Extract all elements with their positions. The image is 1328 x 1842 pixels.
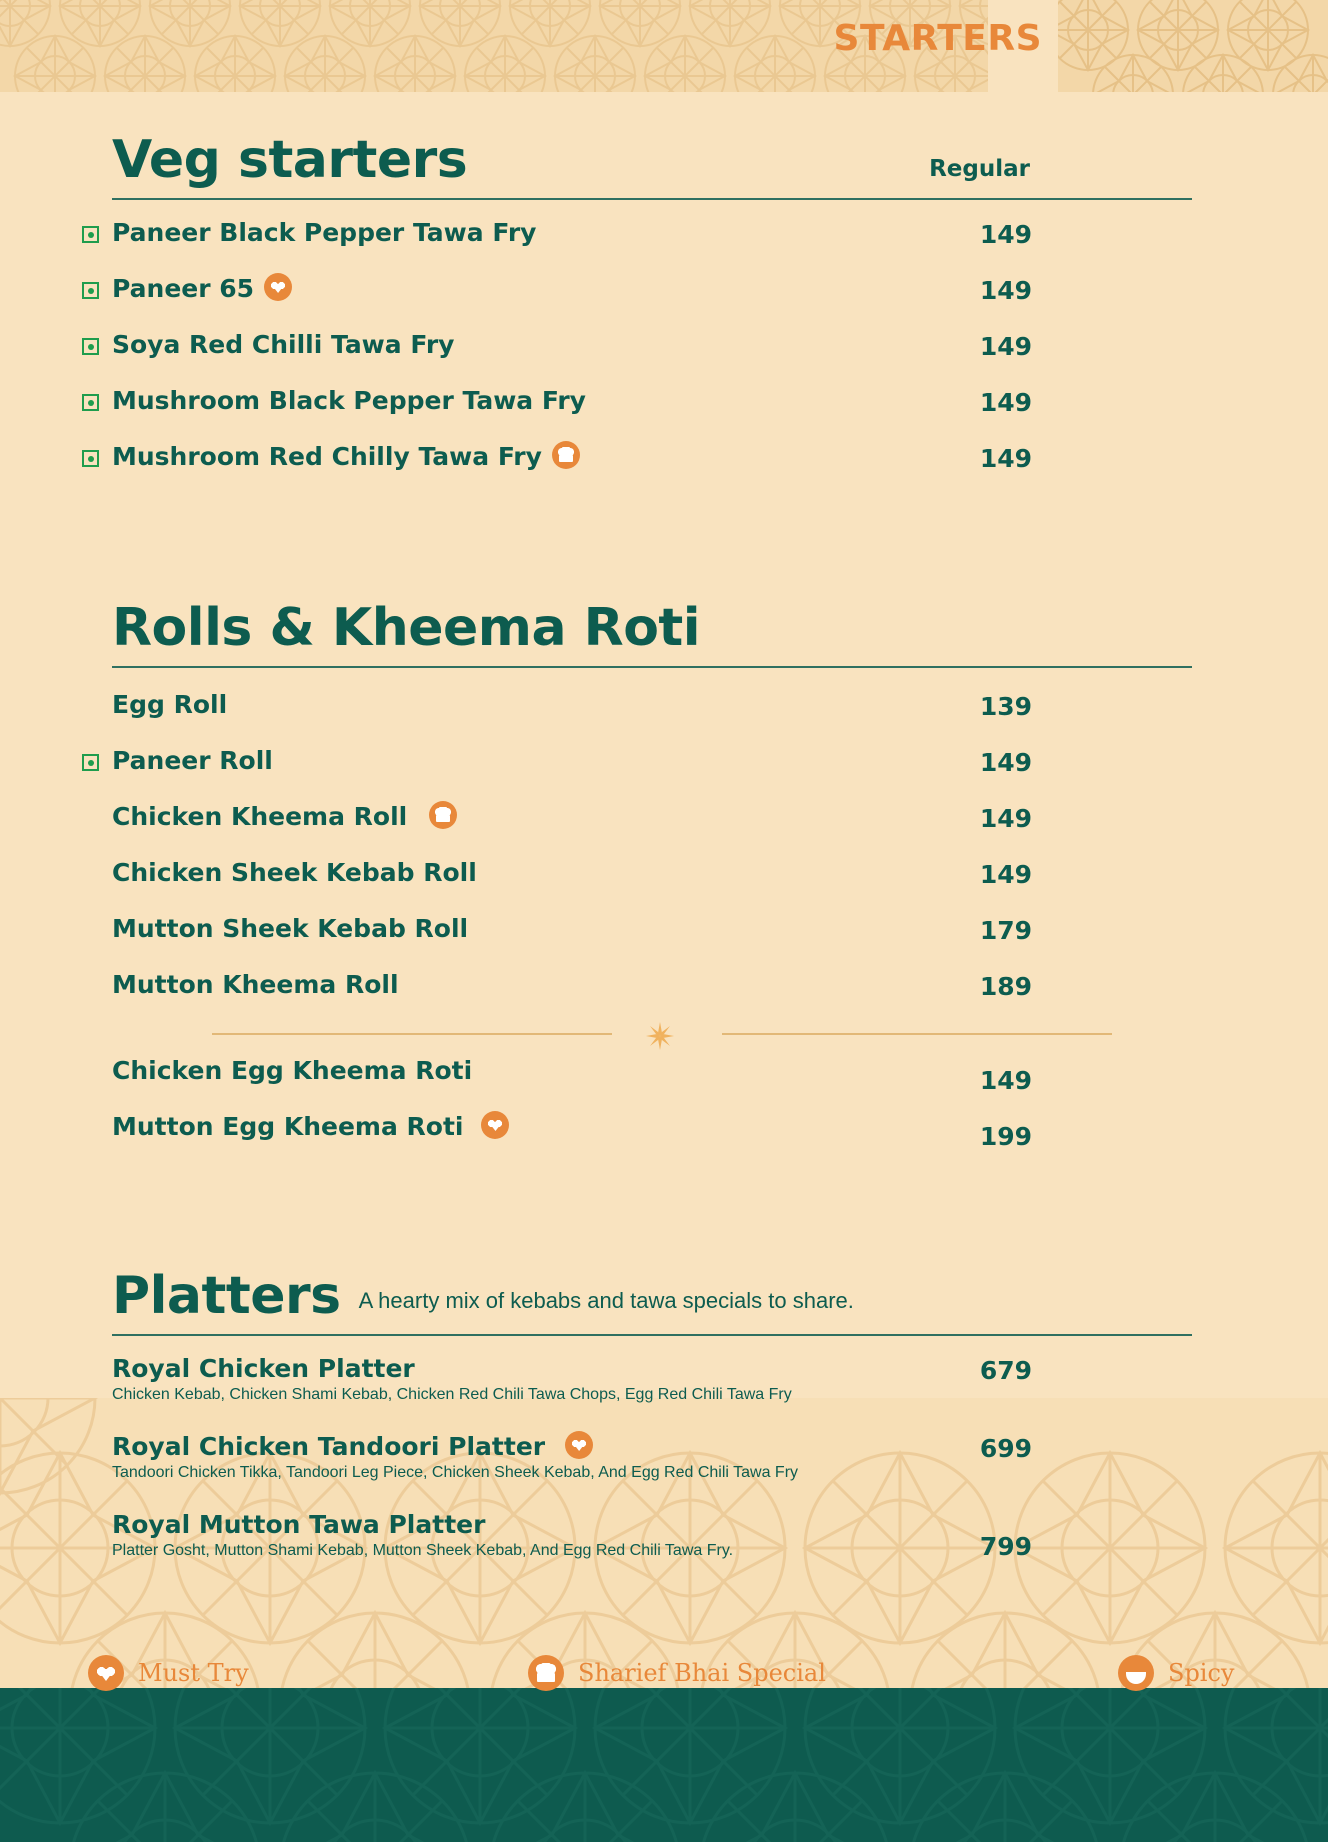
legend-item-spicy — [1118, 1655, 1234, 1691]
item-name: Mushroom Black Pepper Tawa Fry — [112, 386, 586, 415]
group-divider — [112, 1022, 1192, 1046]
item-name — [112, 1432, 593, 1462]
section-divider — [112, 198, 1192, 200]
item-name: Paneer Black Pepper Tawa Fry — [112, 218, 537, 247]
item-price: 799 — [979, 1532, 1032, 1561]
item-description: Chicken Kebab, Chicken Shami Kebab, Chicken Red Chili Tawa Chops, Egg Red Chili Tawa Fry — [112, 1386, 792, 1403]
heart-icon — [481, 1111, 509, 1139]
item-price: 149 — [979, 748, 1032, 777]
item-name — [112, 274, 292, 304]
veg-icon — [82, 450, 99, 467]
item-name: Paneer Roll — [112, 746, 273, 775]
section-subtitle: A hearty mix of kebabs and tawa specials to share. — [358, 1288, 854, 1313]
section-title: Platters — [112, 1266, 341, 1326]
item-price: 139 — [979, 692, 1032, 721]
section-title: Veg starters — [112, 130, 468, 190]
menu-item[interactable] — [112, 1428, 1192, 1506]
menu-item[interactable] — [112, 214, 1192, 270]
page-title: STARTERS — [833, 18, 1042, 59]
menu-item[interactable] — [112, 1108, 1192, 1164]
star-ornament-icon — [642, 1018, 678, 1054]
item-price: 149 — [979, 804, 1032, 833]
item-price: 149 — [979, 332, 1032, 361]
legend-label: Sharief Bhai Special — [578, 1659, 826, 1687]
menu-item[interactable] — [112, 854, 1192, 910]
item-price: 179 — [979, 916, 1032, 945]
section-header — [112, 1268, 1192, 1324]
item-price: 149 — [979, 1066, 1032, 1095]
legend-label: Spicy — [1168, 1659, 1235, 1687]
menu-item[interactable] — [112, 438, 1192, 494]
menu-item[interactable] — [112, 798, 1192, 854]
section-veg-starters — [112, 132, 1216, 494]
menu-item[interactable] — [112, 326, 1192, 382]
menu-item[interactable] — [112, 1506, 1192, 1584]
item-name: Royal Mutton Tawa Platter — [112, 1510, 486, 1539]
veg-icon — [82, 282, 99, 299]
item-name-text: Mushroom Red Chilly Tawa Fry — [112, 442, 542, 471]
item-price: 679 — [979, 1356, 1032, 1385]
divider-right-line — [722, 1033, 1112, 1035]
legend-item-must-try — [88, 1655, 249, 1691]
item-name-text: Royal Chicken Tandoori Platter — [112, 1432, 546, 1461]
legend-label: Must Try — [138, 1659, 249, 1687]
item-name: Royal Chicken Platter — [112, 1354, 415, 1383]
menu-item[interactable] — [112, 270, 1192, 326]
menu-item[interactable] — [112, 1350, 1192, 1428]
item-name-text: Mutton Egg Kheema Roti — [112, 1112, 464, 1141]
item-name: Egg Roll — [112, 690, 228, 719]
item-name — [112, 1112, 509, 1142]
veg-icon — [82, 226, 99, 243]
menu-item[interactable] — [112, 1052, 1192, 1108]
chef-hat-icon — [429, 801, 457, 829]
section-platters — [112, 1268, 1216, 1584]
item-name-text: Chicken Kheema Roll — [112, 802, 408, 831]
item-description: Platter Gosht, Mutton Shami Kebab, Mutton Sheek Kebab, And Egg Red Chili Tawa Fry. — [112, 1542, 734, 1559]
legend-item-sharief-special — [528, 1655, 826, 1691]
item-name: Mutton Sheek Kebab Roll — [112, 914, 469, 943]
item-price: 149 — [979, 220, 1032, 249]
veg-icon — [82, 338, 99, 355]
heart-icon — [88, 1655, 124, 1691]
item-price: 149 — [979, 388, 1032, 417]
item-name: Chicken Egg Kheema Roti — [112, 1056, 473, 1085]
section-header — [112, 132, 1192, 188]
chef-hat-icon — [552, 441, 580, 469]
item-name: Mutton Kheema Roll — [112, 970, 399, 999]
menu-item[interactable] — [112, 686, 1192, 742]
section-divider — [112, 1334, 1192, 1336]
menu-item[interactable] — [112, 382, 1192, 438]
section-divider — [112, 666, 1192, 668]
menu-item[interactable] — [112, 966, 1192, 1022]
section-header — [112, 600, 1192, 656]
divider-left-line — [212, 1033, 612, 1035]
section-title: Rolls & Kheema Roti — [112, 598, 701, 658]
item-price: 189 — [979, 972, 1032, 1001]
item-price: 149 — [979, 444, 1032, 473]
item-name — [112, 442, 580, 472]
chef-hat-icon — [528, 1655, 564, 1691]
veg-icon — [82, 754, 99, 771]
menu-item[interactable] — [112, 742, 1192, 798]
item-price: 149 — [979, 276, 1032, 305]
column-header-regular: Regular — [929, 156, 1030, 182]
veg-icon — [82, 394, 99, 411]
item-name — [112, 802, 457, 832]
heart-icon — [264, 273, 292, 301]
chili-icon — [1118, 1655, 1154, 1691]
heart-icon — [565, 1431, 593, 1459]
legend — [88, 1655, 1248, 1695]
item-price: 149 — [979, 860, 1032, 889]
menu-item[interactable] — [112, 910, 1192, 966]
item-price: 699 — [979, 1434, 1032, 1463]
item-price: 199 — [979, 1122, 1032, 1151]
item-name: Soya Red Chilli Tawa Fry — [112, 330, 455, 359]
item-description: Tandoori Chicken Tikka, Tandoori Leg Piece, Chicken Sheek Kebab, And Egg Red Chili Tawa Fry — [112, 1464, 799, 1481]
item-name: Chicken Sheek Kebab Roll — [112, 858, 477, 887]
item-name-text: Paneer 65 — [112, 274, 255, 303]
section-rolls-kheema-roti — [112, 600, 1216, 1164]
